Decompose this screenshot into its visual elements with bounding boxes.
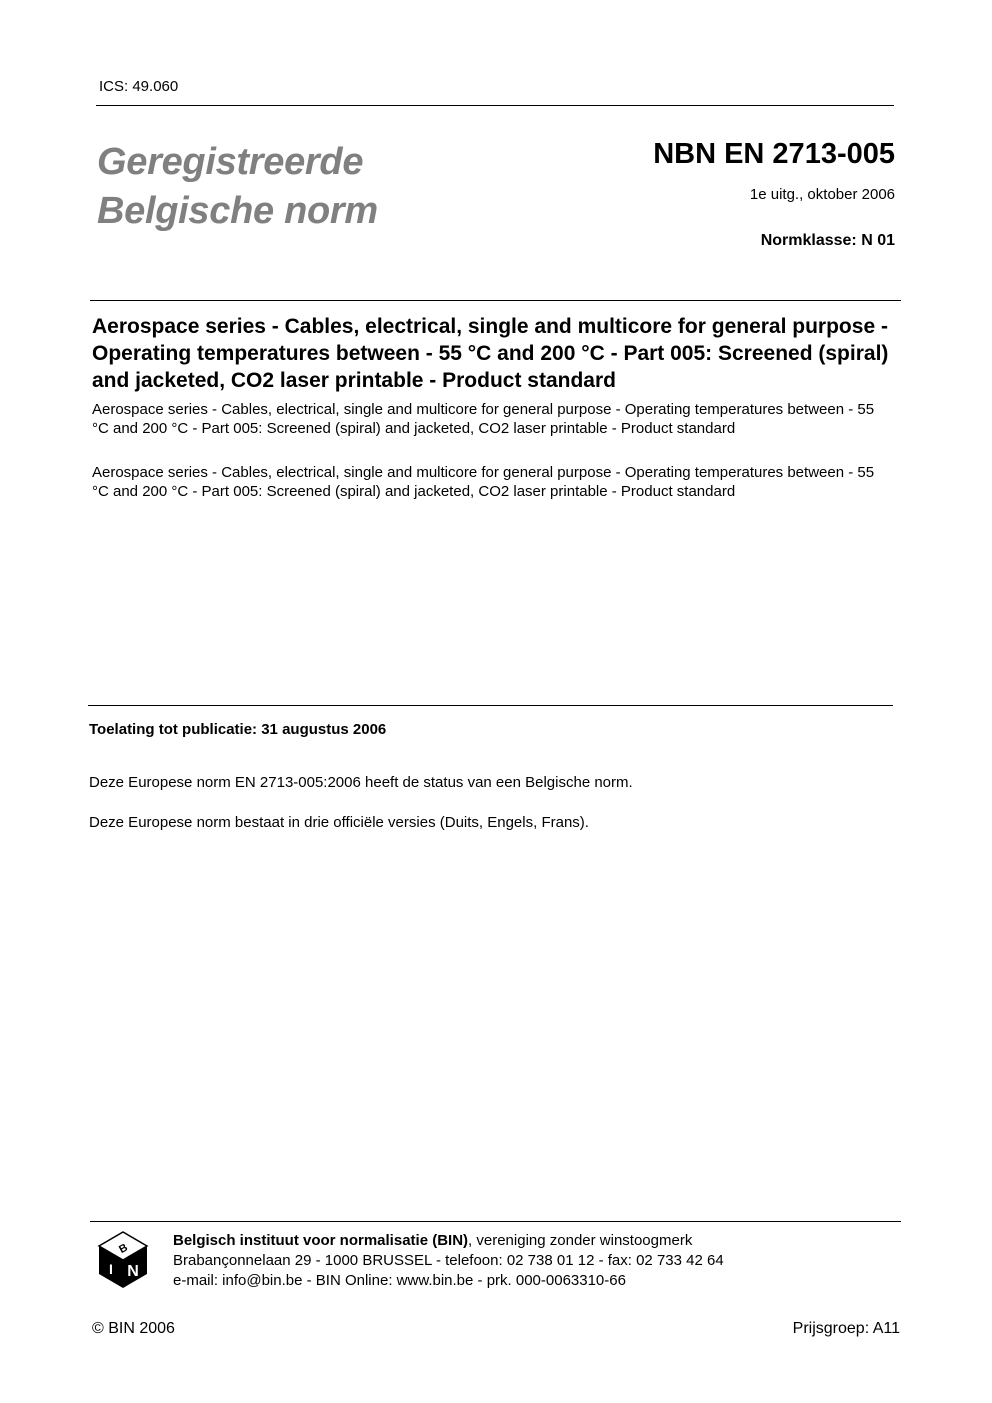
main-title: Aerospace series - Cables, electrical, single and multicore for general purpose - Operating temperatures between - 55 °C and 200 °C - Part 005: Screened (spiral) and jacketed, CO2 laser printable - Product standard bbox=[92, 315, 889, 392]
second-title: Aerospace series - Cables, electrical, single and multicore for general purpose - Operating temperatures between - 55 °C and 200 °C - Part 005: Screened (spiral) and jacketed, CO2 laser printable - Product standard bbox=[92, 401, 875, 437]
third-title: Aerospace series - Cables, electrical, single and multicore for general purpose - Operating temperatures between - 55 °C and 200 °C - Part 005: Screened (spiral) and jacketed, CO2 laser printable - Product standard bbox=[92, 464, 875, 500]
publication-approval: Toelating tot publicatie: 31 augustus 2006 bbox=[89, 721, 387, 738]
svg-text:I: I bbox=[109, 1261, 113, 1277]
registered-title-line1: Geregistreerde bbox=[97, 141, 364, 183]
body-divider bbox=[88, 705, 893, 706]
registered-norm-title bbox=[97, 138, 378, 236]
org-suffix: , vereniging zonder winstoogmerk bbox=[468, 1232, 693, 1249]
edition-date: 1e uitg., oktober 2006 bbox=[749, 186, 895, 203]
bin-logo bbox=[97, 1230, 149, 1290]
top-divider bbox=[96, 105, 894, 106]
standard-number: NBN EN 2713-005 bbox=[653, 138, 895, 170]
svg-text:N: N bbox=[127, 1263, 139, 1280]
norm-class: Normklasse: N 01 bbox=[760, 232, 895, 249]
ics-code: ICS: 49.060 bbox=[99, 78, 179, 95]
footer-divider bbox=[90, 1221, 901, 1222]
org-contact: e-mail: info@bin.be - BIN Online: www.bin.be - prk. 000-0063310-66 bbox=[173, 1272, 626, 1289]
registered-title-line2: Belgische norm bbox=[97, 190, 378, 232]
price-group: Prijsgroep: A11 bbox=[792, 1320, 900, 1337]
org-name: Belgisch instituut voor normalisatie (BIN) bbox=[173, 1232, 469, 1249]
copyright: © BIN 2006 bbox=[92, 1320, 175, 1337]
svg-text:B: B bbox=[117, 1241, 130, 1257]
org-address: Brabançonnelaan 29 - 1000 BRUSSEL - telefoon: 02 738 01 12 - fax: 02 733 42 64 bbox=[173, 1252, 724, 1269]
title-divider bbox=[90, 300, 901, 301]
org-line bbox=[173, 1231, 724, 1251]
versions-statement: Deze Europese norm bestaat in drie officiële versies (Duits, Engels, Frans). bbox=[89, 814, 589, 831]
footer-info bbox=[173, 1231, 724, 1291]
status-statement: Deze Europese norm EN 2713-005:2006 heeft de status van een Belgische norm. bbox=[89, 774, 633, 791]
